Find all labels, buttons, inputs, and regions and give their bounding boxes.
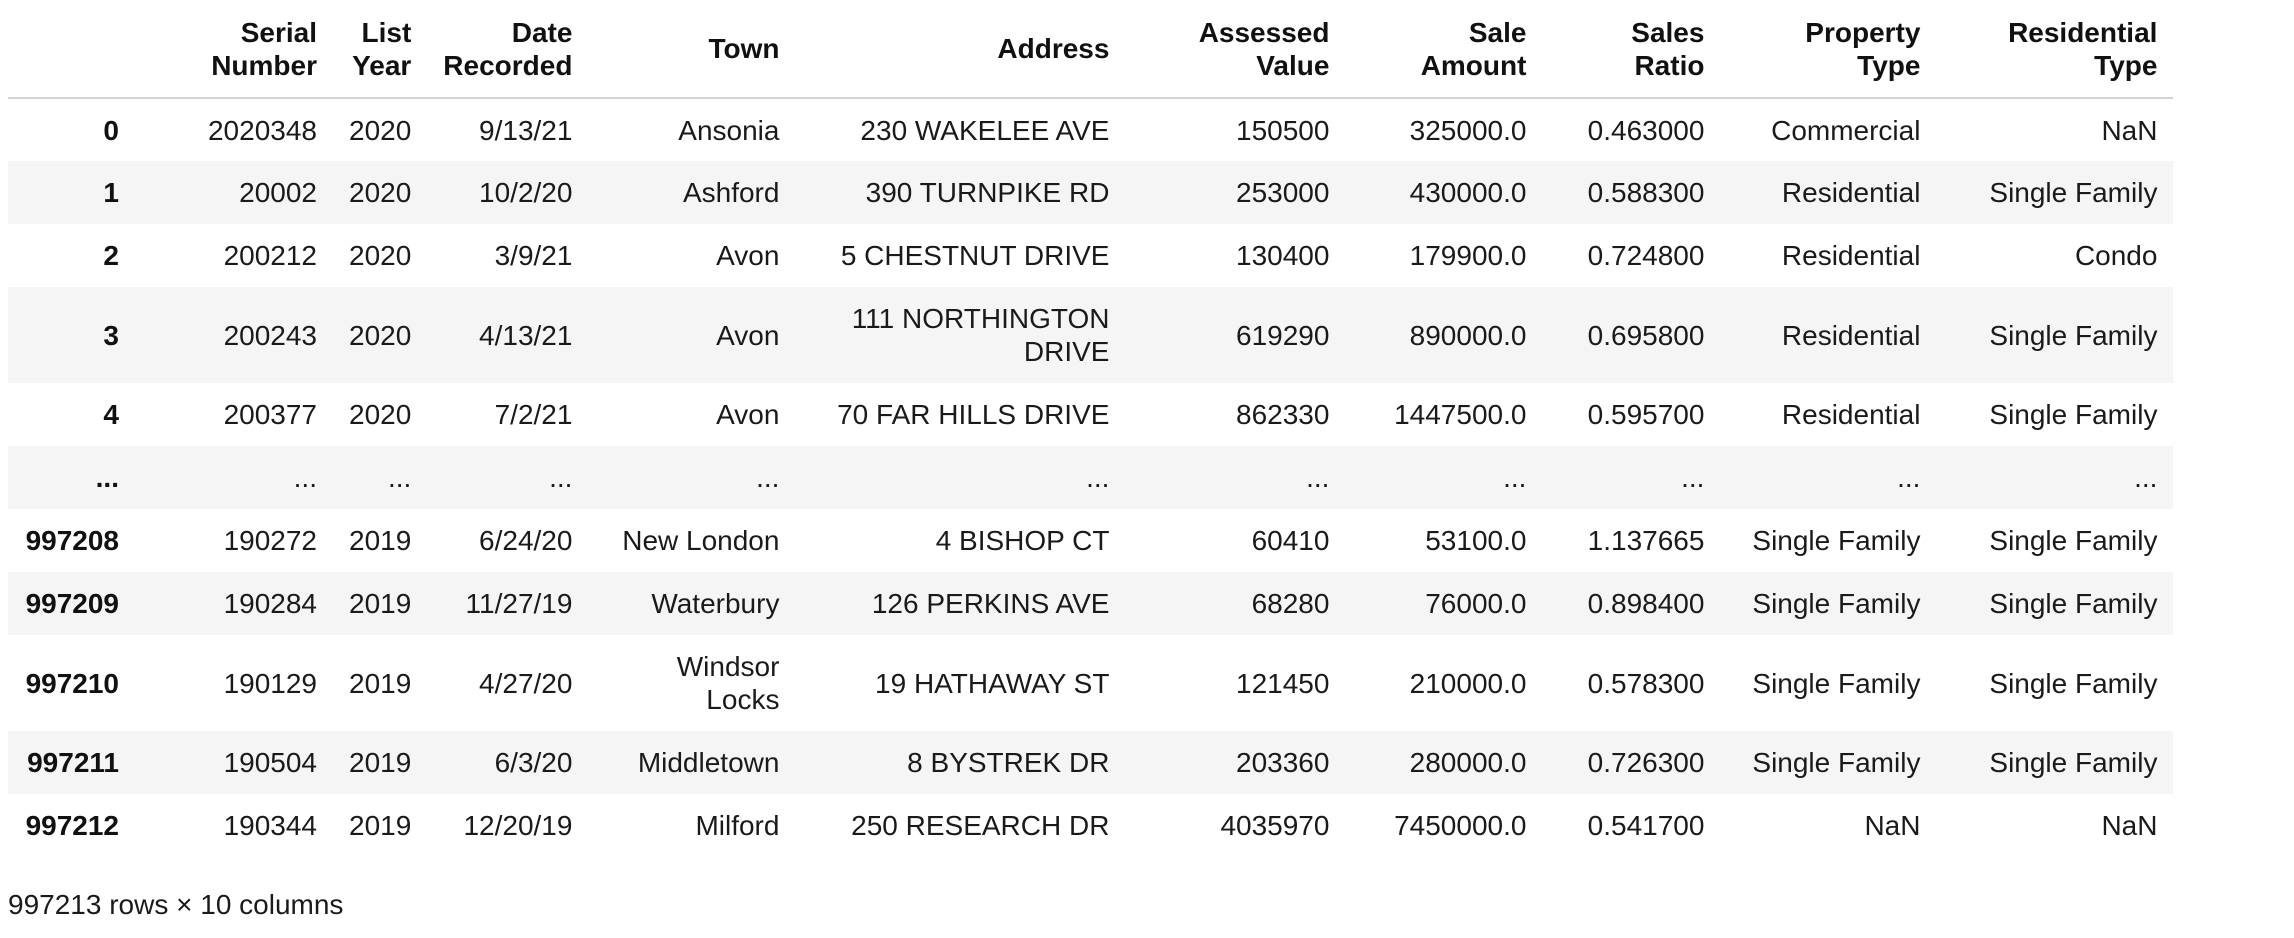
table-row — [8, 287, 2173, 383]
address-cell: 250 RESEARCH DR — [851, 810, 1110, 841]
column-header-town: Town — [588, 0, 795, 98]
sale-amount-cell: ... — [1503, 462, 1527, 493]
serial-number-cell: 20002 — [239, 177, 317, 208]
list-year-cell: 2020 — [349, 240, 412, 271]
property-type-cell: NaN — [1864, 810, 1921, 841]
residential-type-cell: Single Family — [1989, 525, 2158, 556]
address-cell: 5 CHESTNUT DRIVE — [840, 240, 1110, 271]
table-row — [8, 635, 2173, 731]
residential-type-cell: NaN — [2101, 810, 2158, 841]
row-index: 1 — [103, 177, 119, 208]
serial-number-cell: 190504 — [223, 747, 317, 778]
sales-ratio-cell: ... — [1681, 462, 1705, 493]
residential-type-cell: NaN — [2101, 114, 2158, 146]
serial-number-cell: 200377 — [223, 399, 317, 430]
assessed-value-cell: 130400 — [1236, 240, 1330, 271]
town-cell: New London — [622, 525, 780, 556]
serial-number-cell: 190129 — [223, 667, 317, 699]
property-type-cell: Single Family — [1752, 525, 1921, 556]
assessed-value-cell: 862330 — [1236, 399, 1330, 430]
table-row — [8, 224, 2173, 287]
list-year-cell: 2020 — [349, 399, 412, 430]
list-year-cell: 2020 — [349, 177, 412, 208]
row-count-footer: 997213 rows × 10 columns — [8, 889, 344, 920]
town-cell: Avon — [716, 240, 780, 271]
serial-number-cell: 190272 — [223, 525, 317, 556]
town-cell: Waterbury — [651, 588, 780, 619]
sales-ratio-cell: 0.595700 — [1587, 399, 1705, 430]
address-cell: 126 PERKINS AVE — [871, 588, 1110, 619]
serial-number-cell: ... — [293, 462, 317, 493]
town-cell: Ashford — [682, 177, 780, 208]
table-row — [8, 572, 2173, 635]
town-cell: Middletown — [637, 747, 780, 778]
list-year-cell: 2020 — [349, 319, 412, 351]
sale-amount-cell: 53100.0 — [1425, 525, 1527, 556]
sales-ratio-cell: 0.463000 — [1587, 114, 1705, 146]
address-cell: 4 BISHOP CT — [935, 525, 1110, 556]
table-row — [8, 731, 2173, 794]
town-cell: Windsor Locks — [676, 651, 780, 715]
serial-number-cell: 190344 — [223, 810, 317, 841]
residential-type-cell: Single Family — [1989, 319, 2158, 351]
assessed-value-cell: 150500 — [1236, 114, 1330, 146]
assessed-value-cell: 619290 — [1236, 319, 1330, 351]
row-index: 997208 — [25, 525, 119, 556]
date-recorded-cell: ... — [549, 462, 573, 493]
sales-ratio-cell: 1.137665 — [1587, 525, 1705, 556]
row-index: 997212 — [25, 810, 119, 841]
column-header-residential-type: Residential Type — [1936, 0, 2173, 98]
date-recorded-cell: 4/27/20 — [479, 667, 573, 699]
sale-amount-cell: 210000.0 — [1409, 667, 1527, 699]
address-cell: 390 TURNPIKE RD — [865, 177, 1110, 208]
sales-ratio-cell: 0.578300 — [1587, 667, 1705, 699]
serial-number-cell: 200243 — [223, 319, 317, 351]
row-index: 997209 — [25, 588, 119, 619]
sale-amount-cell: 325000.0 — [1409, 114, 1527, 146]
table-header — [8, 0, 2173, 98]
property-type-cell: Single Family — [1752, 747, 1921, 778]
sale-amount-cell: 890000.0 — [1409, 319, 1527, 351]
date-recorded-cell: 12/20/19 — [463, 810, 573, 841]
header-row — [8, 0, 2173, 98]
column-header-serial-number: Serial Number — [135, 0, 333, 98]
list-year-cell: 2019 — [349, 667, 412, 699]
residential-type-cell: Single Family — [1989, 399, 2158, 430]
date-recorded-cell: 6/24/20 — [479, 525, 573, 556]
town-cell: Avon — [716, 399, 780, 430]
assessed-value-cell: 203360 — [1236, 747, 1330, 778]
address-cell: 19 HATHAWAY ST — [875, 667, 1110, 699]
residential-type-cell: ... — [2134, 462, 2158, 493]
row-index: ... — [95, 462, 119, 493]
table-row — [8, 509, 2173, 572]
row-index: 997210 — [25, 667, 119, 699]
date-recorded-cell: 4/13/21 — [479, 319, 573, 351]
table-body — [8, 98, 2173, 857]
assessed-value-cell: 4035970 — [1220, 810, 1330, 841]
date-recorded-cell: 10/2/20 — [479, 177, 573, 208]
residential-type-cell: Single Family — [1989, 588, 2158, 619]
property-type-cell: ... — [1897, 462, 1921, 493]
serial-number-cell: 200212 — [223, 240, 317, 271]
assessed-value-cell: 68280 — [1251, 588, 1330, 619]
property-type-cell: Commercial — [1771, 114, 1921, 146]
town-cell: Milford — [695, 810, 780, 841]
table-row — [8, 446, 2173, 509]
column-header-address: Address — [795, 0, 1125, 98]
property-type-cell: Residential — [1781, 399, 1921, 430]
sale-amount-cell: 7450000.0 — [1394, 810, 1527, 841]
residential-type-cell: Single Family — [1989, 177, 2158, 208]
town-cell: Ansonia — [678, 114, 780, 146]
row-index: 4 — [103, 399, 119, 430]
row-index: 0 — [103, 114, 119, 146]
sales-ratio-cell: 0.541700 — [1587, 810, 1705, 841]
row-index: 997211 — [27, 747, 119, 778]
serial-number-cell: 2020348 — [207, 114, 317, 146]
sale-amount-cell: 280000.0 — [1409, 747, 1527, 778]
sale-amount-cell: 1447500.0 — [1394, 399, 1527, 430]
sale-amount-cell: 76000.0 — [1425, 588, 1527, 619]
table-row — [8, 794, 2173, 857]
date-recorded-cell: 3/9/21 — [494, 240, 573, 271]
residential-type-cell: Condo — [2074, 240, 2158, 271]
sales-ratio-cell: 0.695800 — [1587, 319, 1705, 351]
address-cell: ... — [1086, 462, 1110, 493]
address-cell: 70 FAR HILLS DRIVE — [837, 399, 1110, 430]
date-recorded-cell: 9/13/21 — [479, 114, 573, 146]
assessed-value-cell: ... — [1306, 462, 1330, 493]
assessed-value-cell: 253000 — [1236, 177, 1330, 208]
sales-ratio-cell: 0.588300 — [1587, 177, 1705, 208]
column-header-sale-amount: Sale Amount — [1345, 0, 1542, 98]
list-year-cell: 2020 — [349, 114, 412, 146]
residential-type-cell: Single Family — [1989, 667, 2158, 699]
date-recorded-cell: 11/27/19 — [465, 588, 573, 619]
property-type-cell: Single Family — [1752, 667, 1921, 699]
dataframe-table — [8, 0, 2173, 857]
index-header — [8, 0, 135, 98]
list-year-cell: 2019 — [349, 588, 412, 619]
row-index: 2 — [103, 240, 119, 271]
column-header-date-recorded: Date Recorded — [427, 0, 588, 98]
assessed-value-cell: 121450 — [1236, 667, 1330, 699]
table-row — [8, 161, 2173, 224]
table-row — [8, 383, 2173, 446]
sales-ratio-cell: 0.726300 — [1587, 747, 1705, 778]
address-cell: 230 WAKELEE AVE — [860, 114, 1110, 146]
list-year-cell: 2019 — [349, 525, 412, 556]
date-recorded-cell: 6/3/20 — [494, 747, 573, 778]
town-cell: ... — [756, 462, 780, 493]
sale-amount-cell: 179900.0 — [1409, 240, 1527, 271]
table-row — [8, 98, 2173, 161]
column-header-assessed-value: Assessed Value — [1125, 0, 1345, 98]
sale-amount-cell: 430000.0 — [1409, 177, 1527, 208]
property-type-cell: Residential — [1781, 240, 1921, 271]
assessed-value-cell: 60410 — [1251, 525, 1330, 556]
sales-ratio-cell: 0.724800 — [1587, 240, 1705, 271]
column-header-list-year: List Year — [333, 0, 427, 98]
property-type-cell: Residential — [1781, 177, 1921, 208]
sales-ratio-cell: 0.898400 — [1587, 588, 1705, 619]
list-year-cell: 2019 — [349, 810, 412, 841]
column-header-sales-ratio: Sales Ratio — [1542, 0, 1720, 98]
address-cell: 111 NORTHINGTON DRIVE — [851, 303, 1110, 367]
list-year-cell: 2019 — [349, 747, 412, 778]
residential-type-cell: Single Family — [1989, 747, 2158, 778]
property-type-cell: Residential — [1781, 319, 1921, 351]
property-type-cell: Single Family — [1752, 588, 1921, 619]
address-cell: 8 BYSTREK DR — [907, 747, 1110, 778]
date-recorded-cell: 7/2/21 — [494, 399, 573, 430]
row-index: 3 — [103, 319, 119, 351]
list-year-cell: ... — [387, 462, 412, 493]
column-header-property-type: Property Type — [1720, 0, 1936, 98]
serial-number-cell: 190284 — [223, 588, 317, 619]
town-cell: Avon — [716, 319, 780, 351]
